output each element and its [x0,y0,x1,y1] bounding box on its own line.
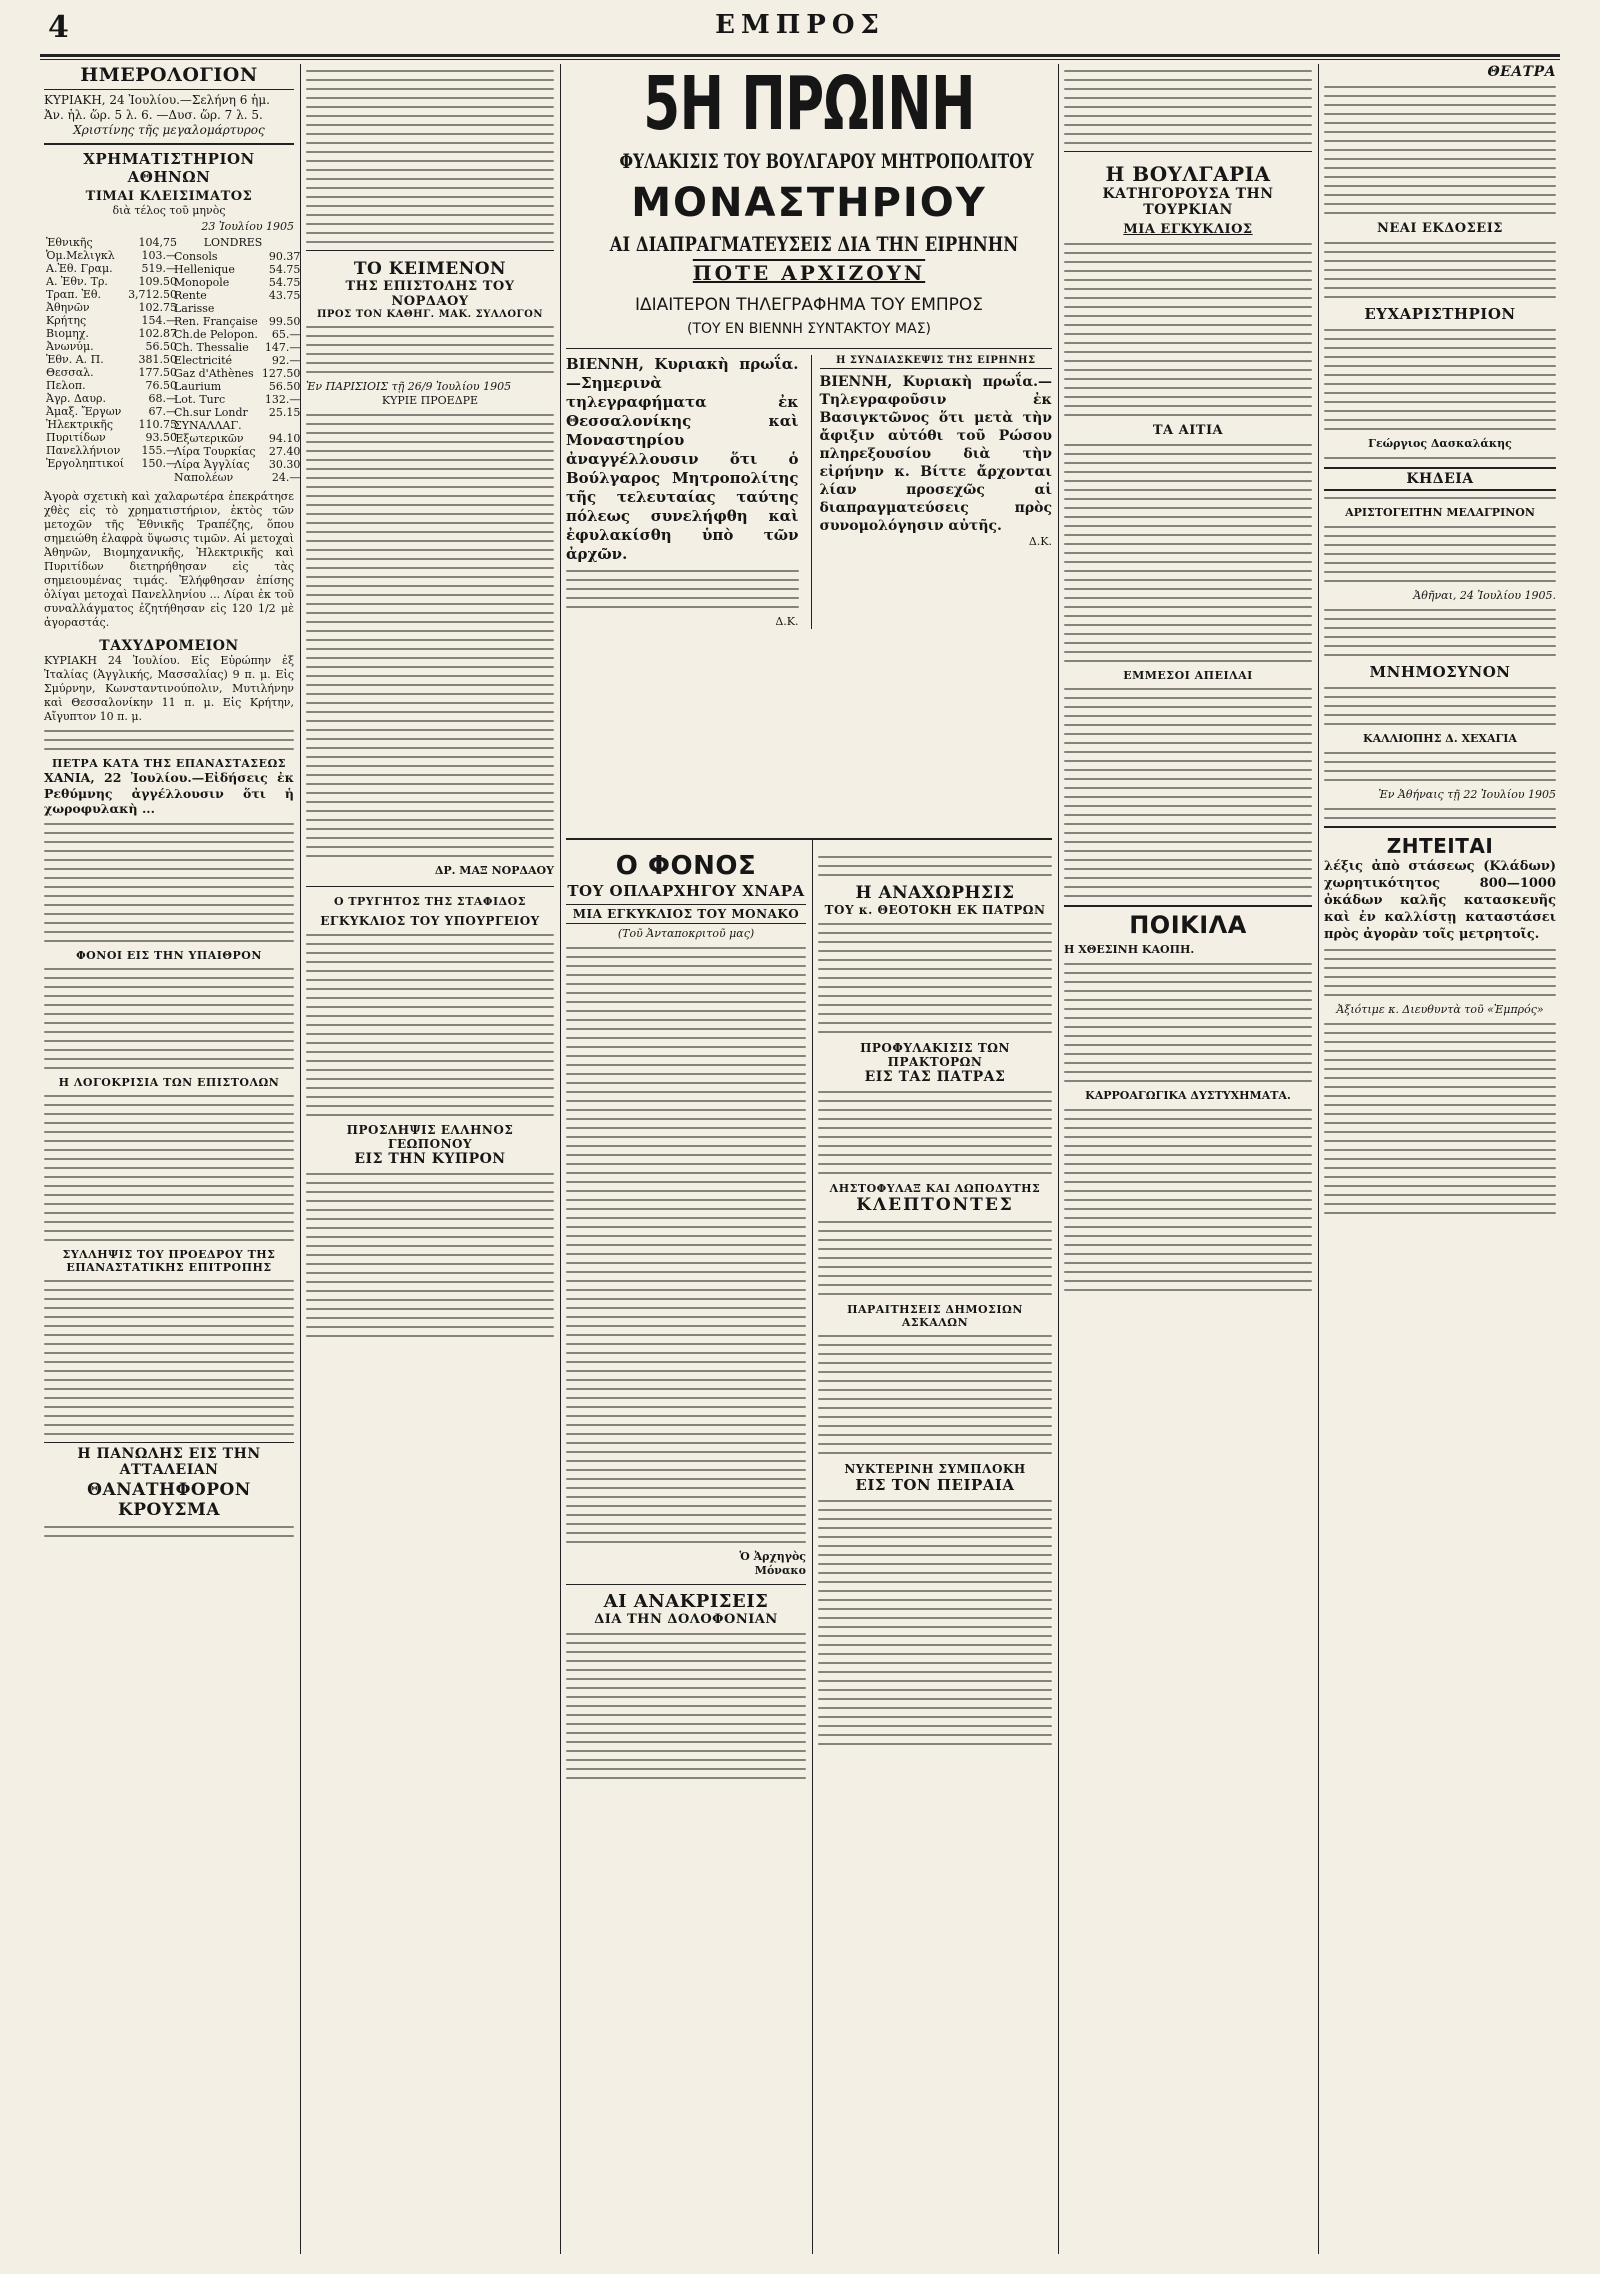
market-local-row [44,327,179,340]
market-foreign-row [172,393,302,406]
mnimosynon-date: Ἐν Ἀθήναις τῇ 22 Ἰουλίου 1905 [1378,788,1556,801]
zititai-note: Ἀξιότιμε κ. Διευθυντὰ τοῦ «Ἐμπρός» [1336,1003,1544,1016]
heading-syllogon: ΠΡΟΣ ΤΟΝ ΚΑΘΗΓ. ΜΑΚ. ΣΥΛΛΟΓΟΝ [316,309,544,320]
calendar-line: ΚΥΡΙΑΚΗ, 24 Ἰουλίου.—Σελήνη 6 ἡμ. [44,93,270,107]
heading-trygitos: Ο ΤΡΥΓΗΤΟΣ ΤΗΣ ΣΤΑΦΙΔΟΣ [333,895,527,908]
prices-title: ΤΙΜΑΙ ΚΛΕΙΣΙΜΑΤΟΣ [85,189,253,204]
market-foreign-price: 147.— [264,341,301,354]
divider [44,89,294,90]
market-local-row [44,431,179,444]
heading-kypros-2: ΕΙΣ ΤΗΝ ΚΥΠΡΟΝ [354,1151,506,1167]
masthead-rule [40,54,1560,57]
market-foreign-row [172,341,302,354]
heading-poikila: ΠΟΙΚΙΛΑ [1064,905,1312,939]
prices-sub: διὰ τέλος τοῦ μηνὸς [112,204,226,217]
market-foreign-price: 99.50 [268,315,301,328]
market-local-row [44,392,179,405]
market-local-price: 150.— [141,457,178,470]
heading-fonoi: ΦΟΝΟΙ ΕΙΣ ΤΗΝ ΥΠΑΙΘΡΟΝ [76,948,262,962]
market-local-price: 102.87 [138,327,178,340]
market-local-name: Ὁμ.Μελιγκλ [46,249,115,262]
market-foreign-price: 94.10 [268,432,301,445]
market-local-name: Θεσσαλ. [46,366,94,379]
headline-block [566,62,1052,629]
market-local-price: 103.— [141,249,178,262]
market-local-name: Ἐργοληπτικοί [46,457,125,470]
market-foreign-name: Λίρα Ἀγγλίας [174,458,250,471]
market-foreign-name: Ναπολέων [174,471,234,484]
market-foreign-name: Lot. Turc [174,393,226,406]
market-foreign-price: 25.15 [268,406,301,419]
market-foreign-row [172,419,302,432]
heading-oplarxigou: ΤΟΥ ΟΠΛΑΡΧΗΓΟΥ ΧΝΑΡΑ [567,882,805,900]
calendar-saint: Χριστίνης τῆς μεγαλομάρτυρος [73,123,265,137]
heading-thanatiforon: ΘΑΝΑΤΗΦΟΡΟΝ ΚΡΟΥΣΜΑ [87,1479,251,1520]
heading-kideia: ΚΗΔΕΙΑ [1324,467,1556,491]
calendar-line: Ἀν. ἡλ. ὥρ. 5 λ. 6. —Δυσ. ὥρ. 7 λ. 5. [44,108,263,122]
market-foreign-price: 132.— [264,393,301,406]
market-foreign-row [172,367,302,380]
market-foreign-price [260,419,303,432]
heading-syllipsis: ΣΥΛΛΗΨΙΣ ΤΟΥ ΠΡΟΕΔΡΟΥ ΤΗΣ ΕΠΑΝΑΣΤΑΤΙΚΗΣ ΕΠΙΤΡΟΠΗΣ [62,1247,276,1274]
market-local-name: Ἀθηνῶν [46,301,90,314]
london-label: LONDRES [203,236,263,249]
market-foreign-name: Monopole [174,276,230,289]
heading-theatra: ΘΕΑΤΡΑ [1487,64,1556,80]
market-local-row [44,340,179,353]
market-local-price: 67.— [148,405,178,418]
market-local-row [44,379,179,392]
market-foreign-row [172,458,302,471]
heading-aitia: ΤΑ ΑΙΤΙΑ [1152,423,1224,438]
heading-profylakisis: ΠΡΟΦΥΛΑΚΙΣΙΣ ΤΩΝ ΠΡΑΚΤΟΡΩΝ [860,1041,1010,1069]
column-2 [306,64,554,1344]
heading-egkyklios: ΕΓΚΥΚΛΙΟΣ ΤΟΥ ΥΠΟΥΡΓΕΙΟΥ [320,914,540,928]
column-3-lower [566,850,806,1786]
market-foreign-row [172,328,302,341]
headline-monastiriou: ΜΟΝΑΣΤΗΡΙΟΥ [631,180,987,226]
market-foreign-row [172,380,302,393]
market-foreign-price: 92.— [271,354,301,367]
market-foreign-name: Larisse [174,302,215,315]
epanastaseos-lead: ΧΑΝΙΑ, 22 Ἰουλίου.—Εἰδήσεις ἐκ Ρεθύμνης ἀγγέλλουσιν ὅτι ἡ χωροφυλακὴ ... [44,770,294,816]
market-foreign-price [260,302,303,315]
market-foreign-row [172,315,302,328]
column-divider [560,64,561,2254]
column-4 [818,850,1052,1752]
heading-dolofonian: ΔΙΑ ΤΗΝ ΔΟΛΟΦΟΝΙΑΝ [594,1612,778,1627]
page-number: 4 [48,10,69,45]
market-local-row [44,275,179,288]
letter-place: Ἐν ΠΑΡΙΣΙΟΙΣ τῇ 26/9 Ἰουλίου 1905 [306,380,512,393]
market-foreign-row [172,302,302,315]
heading-apeilai: ΕΜΜΕΣΟΙ ΑΠΕΙΛΑΙ [1123,669,1253,682]
market-foreign-name: Laurium [174,380,222,393]
heading-monako: ΜΙΑ ΕΓΚΥΚΛΙΟΣ ΤΟΥ ΜΟΝΑΚΟ [566,904,806,924]
market-local-name: Α. Ἐθν. Τρ. [46,275,108,288]
market-local-name: Πανελλήνιον [46,444,121,457]
heading-symploki: ΝΥΚΤΕΡΙΝΗ ΣΥΜΠΛΟΚΗ [844,1462,1026,1476]
market-local-name: Βιομηχ. [46,327,89,340]
market-local-name: Ἀγρ. Δαυρ. [46,392,107,405]
market-foreign-price: 43.75 [268,289,301,302]
market-foreign-price: 127.50 [261,367,301,380]
market-foreign-name: Rente [174,289,207,302]
heading-attaleia: Η ΠΑΝΩΛΗΣ ΕΙΣ ΤΗΝ ΑΤΤΑΛΕΙΑΝ [44,1442,294,1478]
headline-bottom-rule [566,838,1052,840]
market-local-row [44,418,179,431]
kideia-name: ΑΡΙΣΤΟΓΕΙΤΗΝ ΜΕΛΑΓΡΙΝΟΝ [1345,506,1535,519]
heading-paraitisis: ΠΑΡΑΙΤΗΣΕΙΣ ΔΗΜΟΣΙΩΝ ΑΣΚΑΛΩΝ [847,1303,1023,1329]
market-foreign-row [172,289,302,302]
heading-kleptontes: ΚΛΕΠΤΟΝΤΕΣ [856,1195,1014,1215]
market-foreign-price: 30.30 [268,458,301,471]
market-local-name: Ἀμαξ. Ἔργων [46,405,122,418]
market-local-name: Α.Ἐθ. Γραμ. [46,262,113,275]
divider [566,348,1052,349]
heading-theotoki: ΤΟΥ κ. ΘΕΟΤΟΚΗ ΕΚ ΠΑΤΡΩΝ [824,903,1046,917]
heading-zititai: ΖΗΤΕΙΤΑΙ [1386,834,1494,858]
exchange-title: ΧΡΗΜΑΤΙΣΤΗΡΙΟΝ ΑΘΗΝΩΝ [83,150,255,186]
dispatch-sign: Δ.Κ. [1028,535,1052,548]
post-body: ΚΥΡΙΑΚΗ 24 Ἰουλίου. Εἰς Εὐρώπην ἐξ Ἰταλίας (Ἀγγλικής, Μασσαλίας) 9 π. μ. Εἰς Σμύρνην, Κωνσταντινούπολιν, Μυτιλήνην καὶ Θεσσαλονίκην 11 π. μ. Εἰς Κρήτην, Αἴγυπτον 10 π. μ. [44,654,294,723]
market-foreign-row [172,432,302,445]
market-foreign-row [172,263,302,276]
letter-signature: ΔΡ. ΜΑΞ ΝΟΡΔΑΟΥ [434,864,554,877]
market-local-row [44,457,179,470]
market-local-row [44,314,179,327]
market-local-price: 3,712.50 [128,288,178,301]
market-local-name: Τραπ. Ἐθ. [46,288,101,301]
market-local-price: 68.— [148,392,178,405]
headline-arrest: ΦΥΛΑΚΙΣΙΣ ΤΟΥ ΒΟΥΛΓΑΡΟΥ ΜΗΤΡΟΠΟΛΙΤΟΥ [619,149,1034,173]
market-foreign-name: Ἐξωτερικῶν [174,432,244,445]
market-foreign-name: ΣΥΝΑΛΛΑΓ. [174,419,242,432]
market-local-price: 519.— [141,262,178,275]
divider [306,250,554,251]
heading-eyxaristirion: ΕΥΧΑΡΙΣΤΗΡΙΟΝ [1364,305,1516,323]
prices-date: 23 Ἰουλίου 1905 [201,220,294,233]
heading-nees-ekdoseis: ΝΕΑΙ ΕΚΔΟΣΕΙΣ [1377,221,1503,236]
market-local-price: 154.— [141,314,178,327]
dispatch-vienna-1: ΒΙΕΝΝΗ, Κυριακὴ πρωΐα.—Σημερινὰ τηλεγραφήματα ἐκ Θεσσαλονίκης καὶ Μοναστηρίου ἀναγγέλλουσιν ὅτι ὁ Βούλγαρος Μητροπολίτης τῆς τελευταίας ταύτης πόλεως συνελήφθη καὶ ἐφυλακίσθη ὑπὸ τῶν ἀρχῶν. [566,355,799,563]
market-foreign-name: Hellenique [174,263,235,276]
market-local-row [44,288,179,301]
heading-anakriseis: ΑΙ ΑΝΑΚΡΙΣΕΙΣ [603,1591,769,1612]
market-local-price: 104,75 [138,236,178,249]
market-foreign-name: Gaz d'Athènes [174,367,254,380]
market-foreign-name: Λίρα Τουρκίας [174,445,256,458]
market-foreign-price: 90.37 [268,250,301,263]
heading-mnimosynon: ΜΝΗΜΟΣΥΝΟΝ [1369,663,1511,681]
market-local-price: 155.— [141,444,178,457]
heading-keimenon: ΤΟ ΚΕΙΜΕΝΟΝ [353,259,507,279]
divider [306,886,554,887]
dispatch-vienna-2: ΒΙΕΝΝΗ, Κυριακὴ πρωΐα.—Τηλεγραφοῦσιν ἐκ Βασιγκτῶνος ὅτι μετὰ τὴν ἄφιξιν αὐτόθι τοῦ Ρώσου πληρεξουσίου διὰ τὴν εἰρήνην κ. Βίττε ἄρχονται λίαν προσεχῶς αἱ διαπραγματεύσεις πρὸς συνομολόγησιν αὐτῆς. [819,374,1052,534]
market-foreign-name: Electricité [174,354,233,367]
headline-telegram: ΙΔΙΑΙΤΕΡΟΝ ΤΗΛΕΓΡΑΦΗΜΑ ΤΟΥ ΕΜΠΡΟΣ [634,295,984,315]
market-local-name: Πελοπ. [46,379,86,392]
fonos-signature: Ὁ Ἀρχηγὸς Μόνακο [739,1550,806,1577]
market-foreign-price: 27.40 [268,445,301,458]
market-foreign-row [172,406,302,419]
market-local-row [44,444,179,457]
market-table-local [44,236,179,470]
heading-mia-egkyklios: ΜΙΑ ΕΓΚΥΚΛΙΟΣ [1123,222,1253,237]
heading-fonos: Ο ΦΟΝΟΣ [615,851,757,881]
column-1 [44,64,301,1544]
column-divider [1318,64,1319,2254]
market-foreign-row [172,445,302,458]
dispatch-sign: Δ.Κ. [775,615,799,628]
market-foreign-row [172,276,302,289]
market-foreign-price: 54.75 [268,263,301,276]
market-foreign-row [172,354,302,367]
kideia-date: Ἀθῆναι, 24 Ἰουλίου 1905. [1413,589,1556,602]
market-local-name: Ἀνωνύμ. [46,340,94,353]
market-foreign-name: Ch. Thessalie [174,341,249,354]
market-local-price: 76.50 [145,379,178,392]
market-local-row [44,249,179,262]
heading-listofylax: ΛΗΣΤΟΦΥΛΑΞ ΚΑΙ ΛΩΠΟΔΥΤΗΣ [829,1182,1041,1195]
market-foreign-name: Ch.de Pelopon. [174,328,258,341]
market-local-price: 177.50 [138,366,178,379]
item-karrozakia: ΚΑΡΡΟΑΓΩΓΙΚΑ ΔΥΣΤΥΧΗΜΑΤΑ. [1085,1089,1291,1102]
paper-name: ΕΜΠΡΟΣ [715,10,885,40]
heading-kypros-1: ΠΡΟΣΛΗΨΙΣ ΕΛΛΗΝΟΣ ΓΕΩΠΟΝΟΥ [346,1123,514,1151]
heading-patras: ΕΙΣ ΤΑΣ ΠΑΤΡΑΣ [864,1069,1006,1085]
item-kapsi: Η ΧΘΕΣΙΝΗ ΚΑΟΠΗ. [1064,943,1195,956]
letter-salutation: ΚΥΡΙΕ ΠΡΟΕΔΡΕ [381,394,479,407]
divider [566,1584,806,1585]
mnimosynon-name: ΚΑΛΛΙΟΠΗΣ Δ. ΧΕΧΑΓΙΑ [1363,732,1517,745]
market-local-row [44,405,179,418]
market-local-price: 93.50 [145,431,178,444]
heading-logokrisia: Η ΛΟΓΟΚΡΙΣΙΑ ΤΩΝ ΕΠΙΣΤΟΛΩΝ [58,1075,280,1089]
heading-voulgaria: Η ΒΟΥΛΓΑΡΙΑ [1105,162,1271,186]
column-divider [1058,64,1059,2254]
market-local-row [44,236,179,249]
heading-anaxorisis: Η ΑΝΑΧΩΡΗΣΙΣ [855,883,1015,903]
headline-correspondent: (ΤΟΥ ΕΝ ΒΙΕΝΝΗ ΣΥΝΤΑΚΤΟΥ ΜΑΣ) [686,321,932,337]
market-foreign-name: Ch.sur Londr [174,406,248,419]
heading-epistolis: ΤΗΣ ΕΠΙΣΤΟΛΗΣ ΤΟΥ ΝΟΡΔΑΟΥ [345,279,515,309]
market-foreign-price: 54.75 [268,276,301,289]
exchange-report: Ἀγορὰ σχετικὴ καὶ χαλαρωτέρα ἐπεκράτησε χθὲς εἰς τὸ χρηματιστήριον, ἐκτὸς τῶν μετοχῶν τῆς Ἐθνικῆς Τραπέζης, ὅπου σημειώθη ἐλαφρὰ ὕψωσις τιμῶν. Αἱ μετοχαὶ Ἀθηνῶν, Βιομηχανικῆς, Ἠλεκτρικῆς καὶ Πυριτίδων διετηρήθησαν εἰς τὰς σημειουμένας τιμάς. Ἐλήφθησαν ἐπίσης ὀλίγαι μετοχαὶ Πανελληνίου ... Λίραι ἐκ τοῦ συναλλάγματος ἐζητήθησαν εἰς 120 1/2 μὲ ἀγοραστάς. [44,490,294,629]
headline-negotiations: ΑΙ ΔΙΑΠΡΑΓΜΑΤΕΥΣΕΙΣ ΔΙΑ ΤΗΝ ΕΙΡΗΝΗΝ [609,232,1019,256]
column-5 [1064,64,1312,1298]
market-foreign-row [172,250,302,263]
divider [1324,826,1556,828]
market-local-name: Πυριτίδων [46,431,106,444]
post-title: ΤΑΧΥΔΡΟΜΕΙΟΝ [99,638,239,654]
market-table-foreign [172,250,302,484]
market-local-row [44,353,179,366]
market-local-name: Κρήτης [46,314,87,327]
market-foreign-row [172,471,302,484]
eyxaristirion-name: Γεώργιος Δασκαλάκης [1368,437,1512,450]
market-local-price: 381.50 [138,353,178,366]
column-divider [812,840,813,2254]
market-local-name: Ἐθν. Α. Π. [46,353,104,366]
market-foreign-price: 65.— [271,328,301,341]
fonos-source: (Τοῦ Ἀνταποκριτοῦ μας) [617,927,755,940]
column-6 [1324,64,1556,1221]
market-local-name: Ἠλεκτρικῆς [46,418,114,431]
heading-epanastaseos: ΠΕΤΡΑ ΚΑΤΑ ΤΗΣ ΕΠΑΝΑΣΤΑΣΕΩΣ [51,757,287,770]
heading-syndiaskepsis: Η ΣΥΝΔΙΑΣΚΕΨΙΣ ΤΗΣ ΕΙΡΗΝΗΣ [820,355,1053,369]
calendar-title: ΗΜΕΡΟΛΟΓΙΟΝ [80,64,258,86]
zititai-lead: λέξις ἀπὸ στάσεως (Κλάδων) χωρητικότητος 800—1000 ὀκάδων καλῆς κατασκευῆς καὶ ἐν καλλίστῃ καταστάσει πρὸς ἀγορὰν τοῖς μετρητοῖς. [1324,859,1556,942]
masthead-rule-thin [40,59,1560,60]
divider [44,143,294,145]
market-foreign-price: 24.— [271,471,301,484]
market-foreign-name: Consols [174,250,218,263]
headline-when: ΠΟΤΕ ΑΡΧΙΖΟΥΝ [692,261,926,285]
divider [1064,151,1312,152]
market-local-price: 102.75 [138,301,178,314]
headline-edition: 5Η ΠΡΩΙΝΗ [643,61,975,147]
market-foreign-price: 56.50 [268,380,301,393]
market-foreign-name: Ren. Française [174,315,258,328]
market-local-price: 109.50 [138,275,178,288]
market-local-name: Ἐθνικῆς [46,236,93,249]
market-local-price: 56.50 [145,340,178,353]
market-local-row [44,262,179,275]
heading-katigorousa: ΚΑΤΗΓΟΡΟΥΣΑ ΤΗΝ ΤΟΥΡΚΙΑΝ [1102,186,1274,218]
heading-peiraia: ΕΙΣ ΤΟΝ ΠΕΙΡΑΙΑ [855,1476,1015,1494]
market-local-row [44,366,179,379]
market-local-price: 110.75 [138,418,178,431]
market-local-row [44,301,179,314]
